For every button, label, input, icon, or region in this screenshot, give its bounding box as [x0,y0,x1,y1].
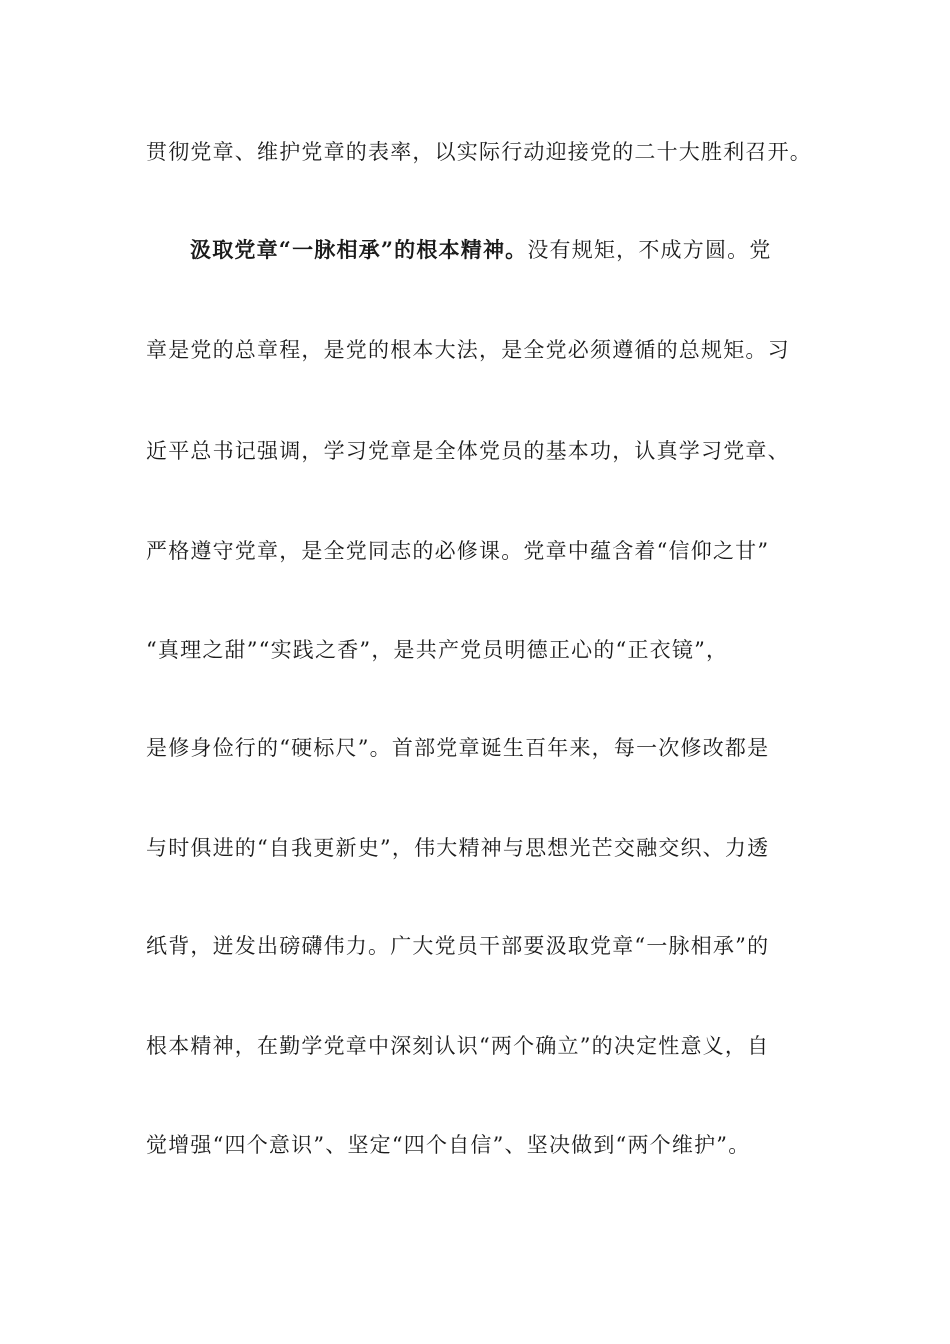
paragraph-line-2 [190,230,806,270]
paragraph-line-6: “真理之甜”“实践之香”，是共产党员明德正心的“正衣镜”， [146,638,729,662]
paragraph-line-11: 觉增强“四个意识”、坚定“四个自信”、坚决做到“两个维护”。 [146,1133,751,1157]
paragraph-line-4: 近平总书记强调，学习党章是全体党员的基本功，认真学习党章、 [146,439,790,463]
paragraph-text: 没有规矩，不成方圆。党 [527,238,772,262]
paragraph-line-10: 根本精神，在勤学党章中深刻认识“两个确立”的决定性意义，自 [146,1034,770,1058]
paragraph-line-9: 纸背，迸发出磅礴伟力。广大党员干部要汲取党章“一脉相承”的 [146,934,770,958]
paragraph-line-1: 贯彻党章、维护党章的表率，以实际行动迎接党的二十大胜利召开。 [146,140,812,164]
paragraph-line-5: 严格遵守党章，是全党同志的必修课。党章中蕴含着“信仰之甘” [146,539,770,563]
section-heading: 汲取党章“一脉相承”的根本精神。 [190,237,528,262]
paragraph-line-8: 与时俱进的“自我更新史”，伟大精神与思想光芒交融交织、力透 [146,836,770,860]
paragraph-line-7: 是修身俭行的“硬标尺”。首部党章诞生百年来，每一次修改都是 [146,736,770,760]
paragraph-line-3: 章是党的总章程，是党的根本大法，是全党必须遵循的总规矩。习 [146,338,790,362]
